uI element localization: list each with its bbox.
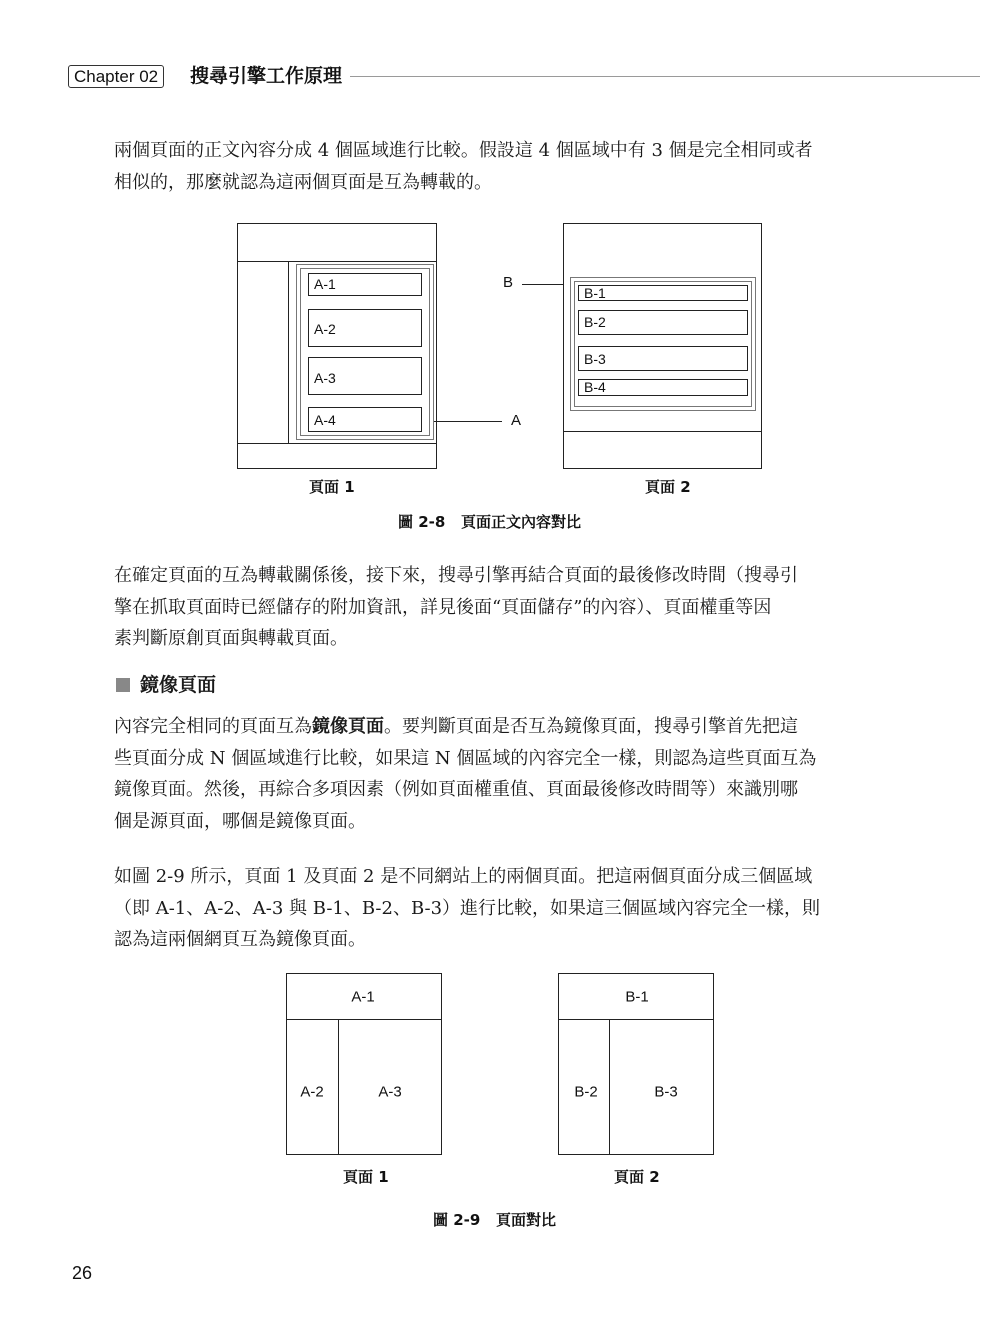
paragraph-line: 兩個頁面的正文內容分成 4 個區域進行比較。假設這 4 個區域中有 3 個是完全相同或者 [114, 140, 813, 161]
chapter-title: 搜尋引擎工作原理 [190, 65, 343, 87]
paragraph-line: 擎在抓取頁面時已經儲存的附加資訊，詳見後面“頁面儲存”的內容）、頁面權重等因 [114, 596, 772, 618]
paragraph-3 [114, 711, 886, 837]
chapter-tag: Chapter 02 [68, 65, 164, 88]
callout-a-line [434, 421, 502, 422]
cell-a3: A-3 [378, 1083, 402, 1101]
page2-footer-divider [563, 431, 762, 432]
region-a4: A-4 [308, 407, 422, 432]
header-rule [350, 76, 980, 77]
term-mirror-page: 鏡像頁面 [312, 716, 384, 737]
figure1-caption [398, 511, 581, 532]
page-number: 26 [72, 1263, 93, 1283]
figure2-caption-text: 頁面對比 [496, 1211, 557, 1229]
region-b2: B-2 [578, 310, 748, 335]
region-a3: A-3 [308, 357, 422, 395]
cell-a1: A-1 [351, 988, 375, 1006]
paragraph-line: （即 A-1、A-2、A-3 與 B-1、B-2、B-3）進行比較，如果這三個區域內容完全一樣，則 [114, 897, 821, 919]
fig2-page1-column-divider [338, 1019, 339, 1155]
region-b4: B-4 [578, 379, 748, 396]
region-a2: A-2 [308, 309, 422, 347]
figure2-caption-number: 圖 2-9 [433, 1211, 481, 1229]
paragraph-text: 。要判斷頁面是否互為鏡像頁面，搜尋引擎首先把這 [384, 716, 798, 737]
paragraph-line: 認為這兩個網頁互為鏡像頁面。 [114, 929, 366, 950]
figure2-caption [433, 1209, 556, 1230]
paragraph-2 [114, 560, 886, 655]
paragraph-1 [114, 135, 886, 198]
paragraph-line: 在確定頁面的互為轉載關係後，接下來，搜尋引擎再結合頁面的最後修改時間（搜尋引 [114, 565, 798, 586]
callout-a-label: A [511, 412, 522, 429]
paragraph-line: 鏡像頁面。然後，再綜合多項因素（例如頁面權重值、頁面最後修改時間等）來識別哪 [114, 779, 798, 800]
section-heading [116, 672, 216, 698]
page1-header-divider [237, 261, 437, 262]
cell-b2: B-2 [574, 1083, 598, 1101]
paragraph-line [114, 711, 886, 743]
figure2-page1-label: 頁面 1 [343, 1168, 389, 1186]
fig2-page2-column-divider [609, 1019, 610, 1155]
paragraph-line: 如圖 2-9 所示，頁面 1 及頁面 2 是不同網站上的兩個頁面。把這兩個頁面分成三個區域 [114, 866, 813, 887]
callout-b-label: B [503, 274, 514, 291]
paragraph-4 [114, 861, 886, 956]
figure1-caption-text: 頁面正文內容對比 [461, 513, 582, 531]
figure1-caption-number: 圖 2-8 [398, 513, 446, 531]
paragraph-line: 素判斷原創頁面與轉載頁面。 [114, 628, 348, 649]
fig2-page1-header-divider [286, 1019, 442, 1020]
page1-footer-divider [237, 443, 437, 444]
figure2-page2-label: 頁面 2 [614, 1168, 660, 1186]
figure1-page1-label: 頁面 1 [309, 478, 355, 496]
section-title: 鏡像頁面 [140, 674, 217, 696]
cell-b3: B-3 [654, 1083, 678, 1101]
cell-b1: B-1 [625, 988, 649, 1006]
page1-sidebar-divider [288, 261, 289, 443]
region-a1: A-1 [308, 273, 422, 296]
paragraph-line: 個是源頁面，哪個是鏡像頁面。 [114, 810, 366, 832]
paragraph-text: 內容完全相同的頁面互為 [114, 716, 312, 737]
region-b1: B-1 [578, 285, 748, 301]
paragraph-line: 些頁面分成 N 個區域進行比較，如果這 N 個區域的內容完全一樣，則認為這些頁面互為 [114, 747, 817, 769]
figure1-page2-label: 頁面 2 [645, 478, 691, 496]
fig2-page2-header-divider [558, 1019, 714, 1020]
region-b3: B-3 [578, 346, 748, 371]
section-bullet-square-icon [116, 678, 130, 692]
cell-a2: A-2 [300, 1083, 324, 1101]
paragraph-line: 相似的，那麼就認為這兩個頁面是互為轉載的。 [114, 171, 492, 193]
